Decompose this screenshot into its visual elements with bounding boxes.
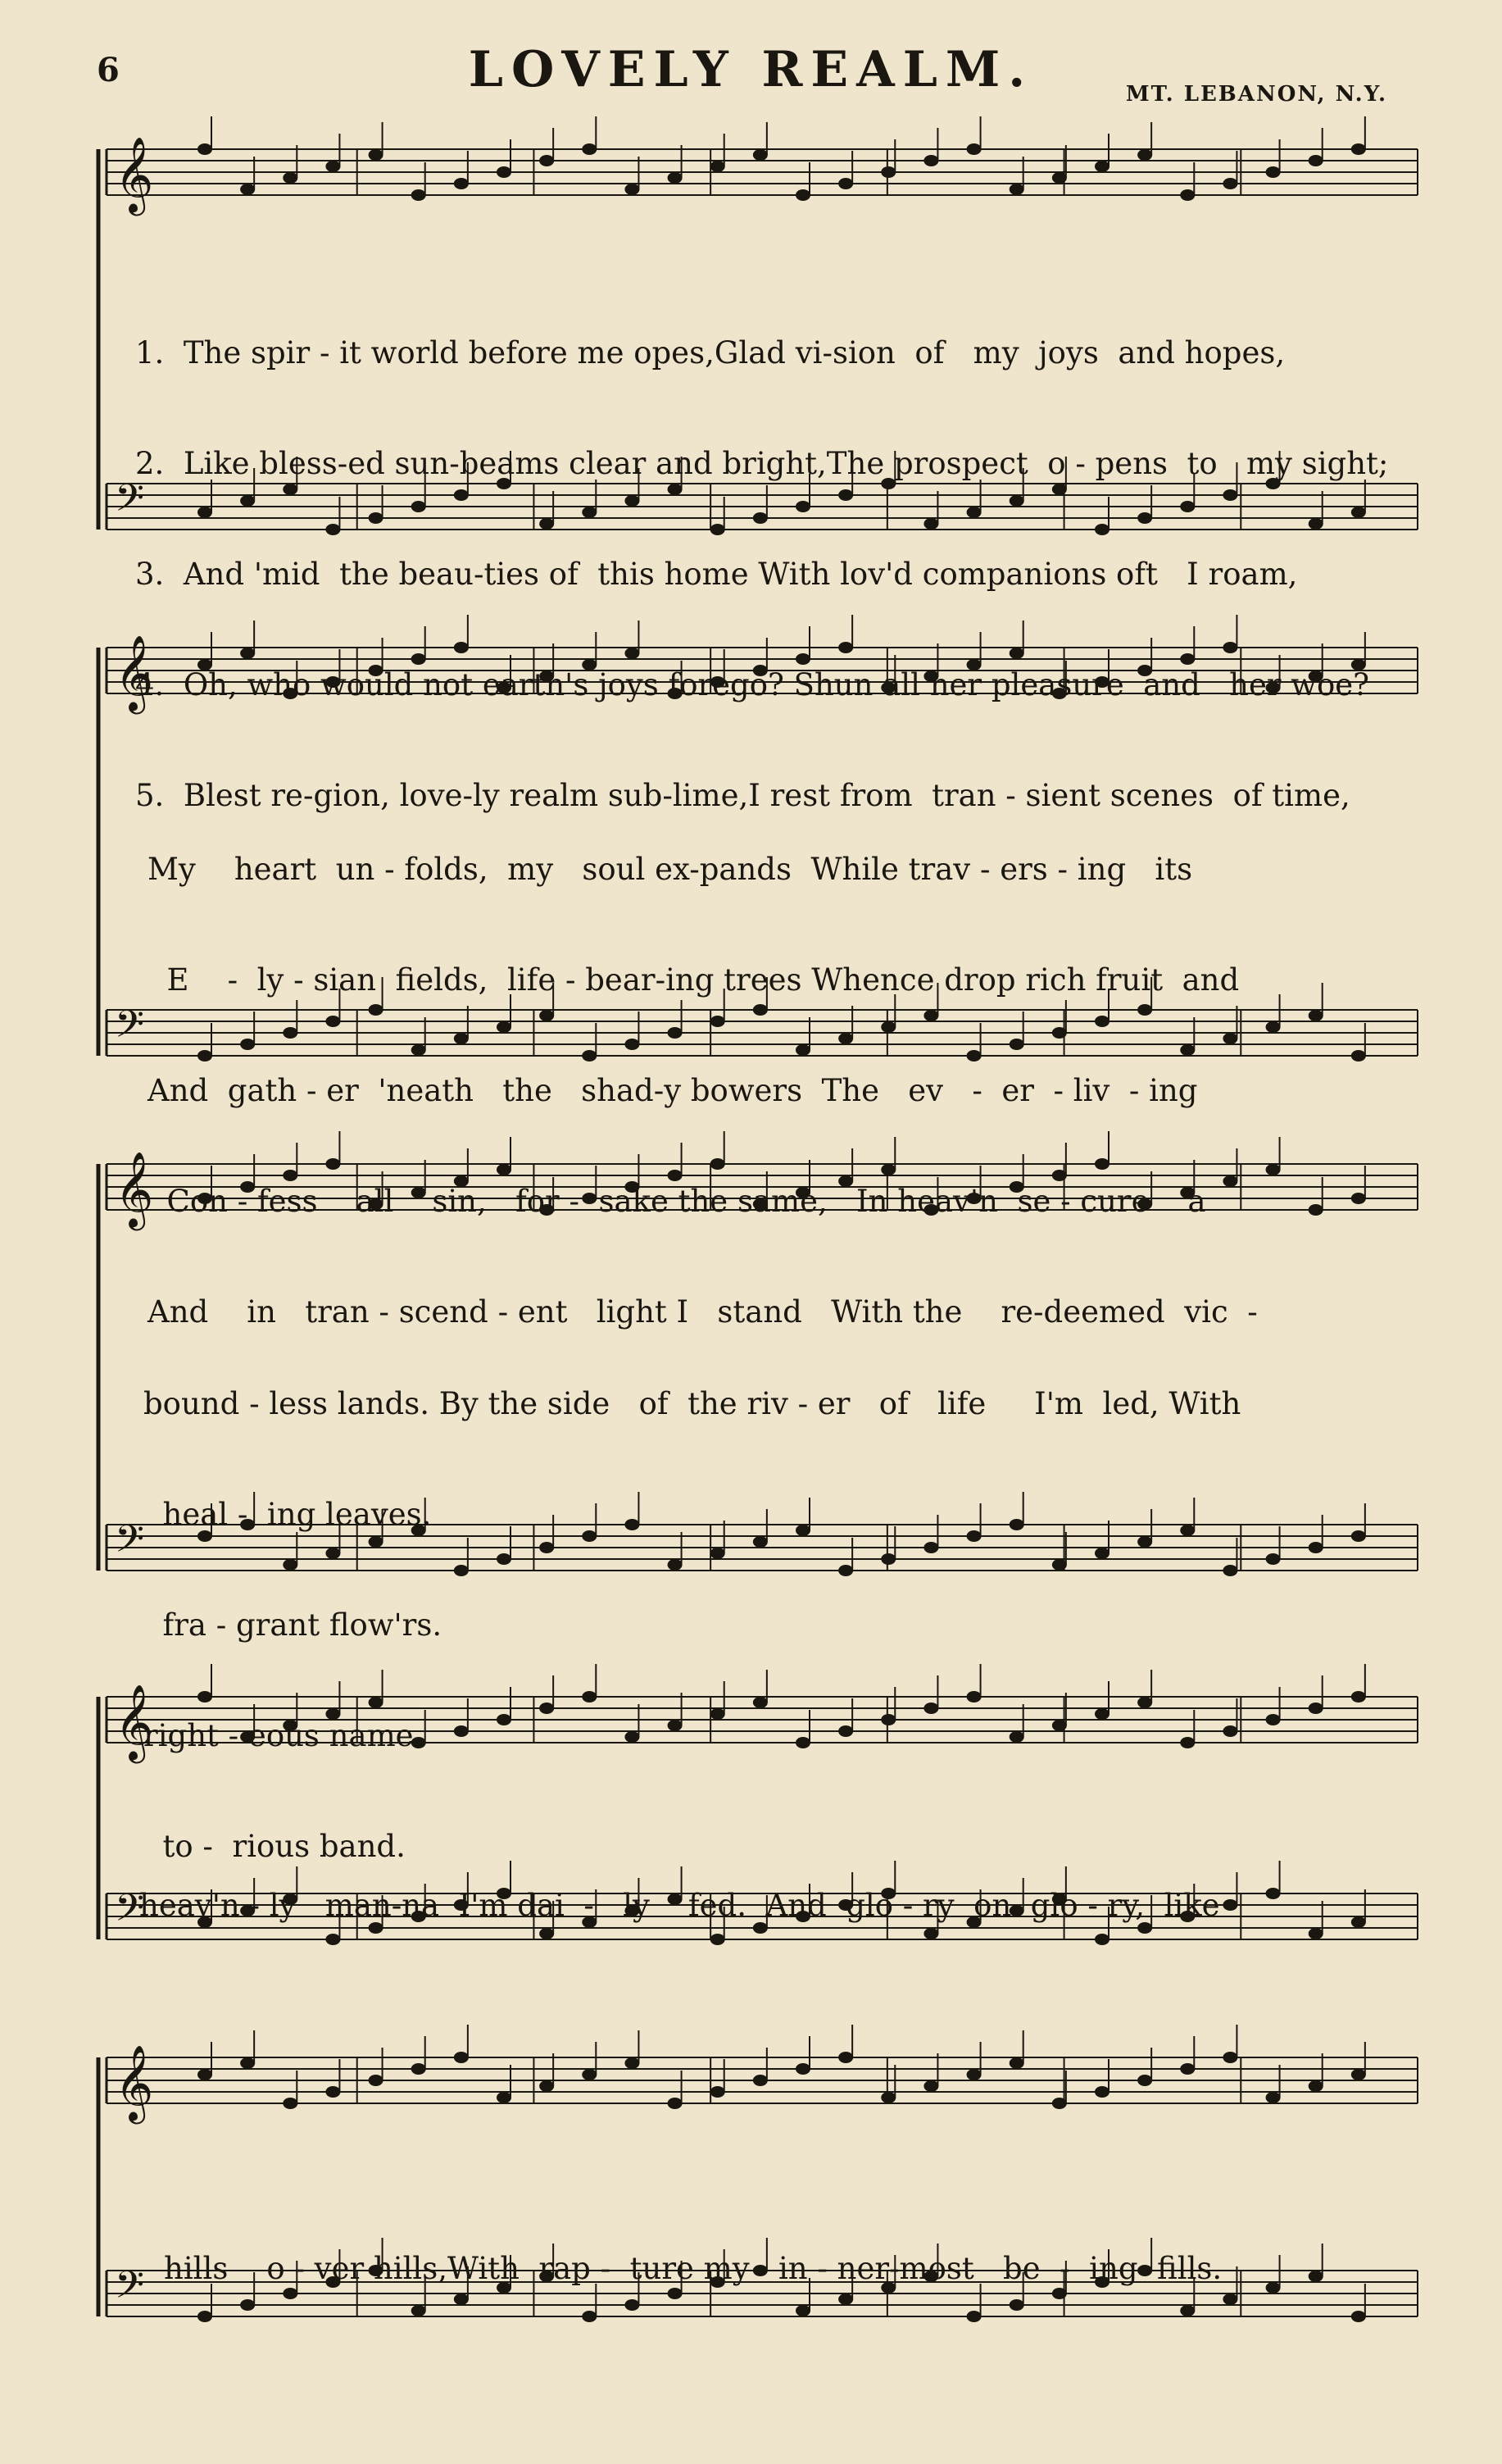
note-head: [454, 2052, 469, 2063]
note-head: [881, 166, 896, 178]
note-head: [539, 155, 554, 166]
verse-line: 1. The spir - it world before me opes,Glad vi-sion of my joys and hopes,: [135, 335, 1286, 371]
note-head: [1309, 1703, 1323, 1714]
verses-system-4: [139, 1813, 1220, 1961]
verse-line: My heart un - folds, my soul ex-pands While trav - ers - ing its: [147, 852, 1193, 887]
note-head: [369, 149, 383, 161]
verse-line: to - rious band.: [143, 1829, 406, 1864]
note-head: [1052, 172, 1067, 184]
note-head: [1180, 2063, 1195, 2075]
verses-system-5: [164, 2176, 1222, 2324]
bass-clef: 𝄢: [115, 1886, 145, 1939]
verse-line: bound - less lands. By the side of the riv - er of life I'm led, With: [143, 1386, 1241, 1421]
note-head: [1266, 2282, 1281, 2294]
note-head: [454, 178, 469, 189]
verse-line: fra - grant flow'rs.: [143, 1607, 442, 1643]
note-head: [1351, 143, 1366, 155]
note-head: [1095, 161, 1109, 172]
note-head: [539, 2080, 554, 2092]
note-head: [1351, 1916, 1366, 1928]
note-head: [796, 2063, 810, 2075]
note-head: [923, 2080, 938, 2092]
note-head: [1309, 1928, 1323, 1939]
note-head: [668, 172, 683, 184]
note-head: [325, 2086, 340, 2098]
note-head: [411, 2063, 426, 2075]
note-head: [1266, 1021, 1281, 1033]
verse-line: hills o - ver hills,With rap - ture my in - ner-most be - ing fills.: [164, 2251, 1223, 2286]
verse-line: 2. Like bless-ed sun-beams clear and bright,The prospect o - pens to my sight;: [135, 446, 1389, 481]
note-head: [624, 184, 639, 195]
verse-line: E - ly - sian fields, life - bear-ing trees Whence drop rich fruit and: [147, 962, 1240, 998]
verses-system-1: [135, 261, 1388, 851]
treble-clef: 𝄞: [115, 634, 154, 711]
treble-clef: 𝄞: [115, 2044, 154, 2121]
verse-line: right - eous name.: [143, 1718, 424, 1753]
note-head: [582, 143, 597, 155]
note-head: [1095, 2086, 1109, 2098]
note-head: [497, 2092, 511, 2103]
note-head: [1351, 2311, 1366, 2322]
note-head: [1052, 2098, 1067, 2109]
note-head: [582, 2069, 597, 2080]
note-head: [1223, 2294, 1237, 2305]
verse-line: 3. And 'mid the beau-ties of this home With lov'd companions oft I roam,: [135, 557, 1298, 592]
note-head: [197, 2069, 212, 2080]
note-head: [796, 189, 810, 201]
note-head: [838, 178, 853, 189]
note-head: [240, 2057, 255, 2069]
hymn-title: LOVELY REALM.: [468, 41, 1034, 98]
note-head: [967, 2069, 982, 2080]
note-head: [1223, 178, 1237, 189]
note-head: [1266, 166, 1281, 178]
verse-line: Con - fess all sin, for - sake the same, In heav'n se - cure a: [147, 1184, 1206, 1219]
note-head: [1309, 1010, 1323, 1021]
note-head: [1266, 1553, 1281, 1565]
hymn-source: MT. LEBANON, N.Y.: [1125, 82, 1387, 107]
note-head: [923, 155, 938, 166]
verse-line: And in tran - scend - ent light I stand With the re-deemed vic -: [147, 1294, 1258, 1330]
note-head: [1266, 1164, 1281, 1175]
note-head: [753, 2075, 768, 2086]
treble-clef: 𝄞: [115, 1684, 154, 1760]
note-head: [1309, 2080, 1323, 2092]
note-head: [369, 2075, 383, 2086]
note-head: [497, 166, 511, 178]
note-head: [1309, 1204, 1323, 1216]
note-head: [710, 2086, 725, 2098]
note-head: [1266, 2092, 1281, 2103]
note-head: [967, 143, 982, 155]
note-head: [411, 189, 426, 201]
note-head: [1351, 1530, 1366, 1542]
note-head: [1010, 184, 1024, 195]
verse-line: 5. Blest re-gion, love-ly realm sub-lime,I rest from tran - sient scenes of time,: [135, 778, 1350, 813]
note-head: [710, 161, 725, 172]
note-head: [1309, 2271, 1323, 2282]
note-head: [197, 143, 212, 155]
note-head: [668, 2098, 683, 2109]
note-head: [838, 2052, 853, 2063]
note-head: [1351, 1050, 1366, 1062]
verses-system-2: [147, 777, 1258, 1367]
note-head: [1137, 149, 1152, 161]
note-head: [1010, 2057, 1024, 2069]
note-head: [1309, 155, 1323, 166]
note-head: [1351, 1691, 1366, 1703]
verse-line: heav'n - ly man-na I'm dai - ly fed. And glo - ry on glo - ry, like: [139, 1888, 1220, 1923]
treble-clef: 𝄞: [115, 1151, 154, 1227]
note-head: [1351, 2069, 1366, 2080]
note-head: [1351, 1193, 1366, 1204]
bass-clef: 𝄢: [115, 1517, 145, 1571]
note-head: [881, 2092, 896, 2103]
note-head: [753, 149, 768, 161]
note-head: [1137, 2075, 1152, 2086]
note-head: [624, 2057, 639, 2069]
note-head: [283, 2098, 297, 2109]
verse-line: 4. Oh, who would not earth's joys forego? Shun all her pleasure and her woe?: [135, 667, 1369, 702]
verse-line: And gath - er 'neath the shad-y bowers The ev - er - liv - ing: [147, 1073, 1198, 1108]
bass-clef: 𝄢: [115, 476, 145, 530]
treble-clef: 𝄞: [115, 136, 154, 212]
note-head: [1223, 2052, 1237, 2063]
note-head: [1180, 189, 1195, 201]
note-head: [325, 161, 340, 172]
page-number: 6: [97, 51, 120, 89]
bass-clef: 𝄢: [115, 2263, 145, 2316]
verse-line: heal - ing leaves.: [143, 1497, 432, 1532]
bass-clef: 𝄢: [115, 1002, 145, 1056]
note-head: [1266, 1714, 1281, 1725]
note-head: [1266, 1888, 1281, 1899]
note-head: [283, 172, 297, 184]
note-head: [240, 184, 255, 195]
note-head: [1309, 1542, 1323, 1553]
